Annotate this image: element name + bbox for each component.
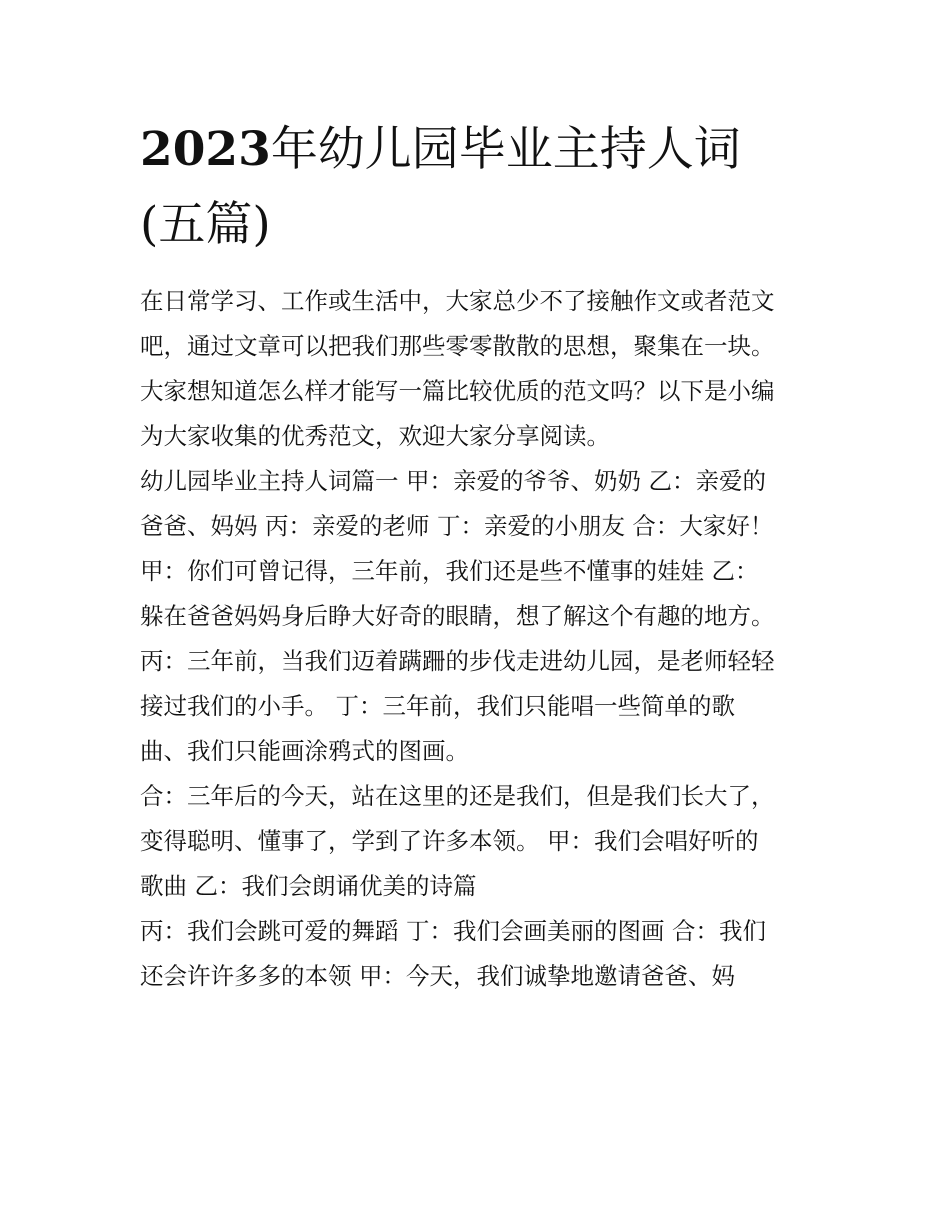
document-body bbox=[140, 279, 840, 999]
title-year: 2023 bbox=[140, 122, 271, 177]
text-line: 甲：你们可曾记得，三年前，我们还是些不懂事的娃娃 乙： bbox=[140, 557, 759, 585]
text-line: 丙：三年前，当我们迈着蹒跚的步伐走进幼儿园，是老师轻轻 bbox=[140, 647, 775, 675]
document-title bbox=[140, 112, 820, 262]
text-line: 丙：我们会跳可爱的舞蹈 丁：我们会画美丽的图画 合：我们 bbox=[140, 917, 766, 945]
text-line: 爸爸、妈妈 丙：亲爱的老师 丁：亲爱的小朋友 合：大家好！ bbox=[140, 512, 774, 540]
title-line-2: (五篇) bbox=[140, 197, 271, 252]
text-line: 合：三年后的今天，站在这里的还是我们，但是我们长大了， bbox=[140, 782, 775, 810]
text-line: 幼儿园毕业主持人词篇一 甲：亲爱的爷爷、奶奶 乙：亲爱的 bbox=[140, 467, 766, 495]
title-text: 年幼儿园毕业主持人词 bbox=[270, 122, 741, 177]
text-line: 曲、我们只能画涂鸦式的图画。 bbox=[140, 737, 469, 765]
text-line: 为大家收集的优秀范文，欢迎大家分享阅读。 bbox=[140, 422, 610, 450]
text-line: 吧，通过文章可以把我们那些零零散散的思想，聚集在一块。 bbox=[140, 332, 775, 360]
text-line: 躲在爸爸妈妈身后睁大好奇的眼睛，想了解这个有趣的地方。 bbox=[140, 602, 775, 630]
text-line: 大家想知道怎么样才能写一篇比较优质的范文吗？以下是小编 bbox=[140, 377, 775, 405]
text-line: 还会许许多多的本领 甲：今天，我们诚挚地邀请爸爸、妈 bbox=[140, 962, 735, 990]
title-line-1 bbox=[140, 112, 820, 187]
text-line: 在日常学习、工作或生活中，大家总少不了接触作文或者范文 bbox=[140, 287, 775, 315]
text-line: 歌曲 乙：我们会朗诵优美的诗篇 bbox=[140, 872, 477, 900]
text-line: 变得聪明、懂事了，学到了许多本领。 甲：我们会唱好听的 bbox=[140, 827, 759, 855]
text-line: 接过我们的小手。 丁：三年前，我们只能唱一些简单的歌 bbox=[140, 692, 735, 720]
